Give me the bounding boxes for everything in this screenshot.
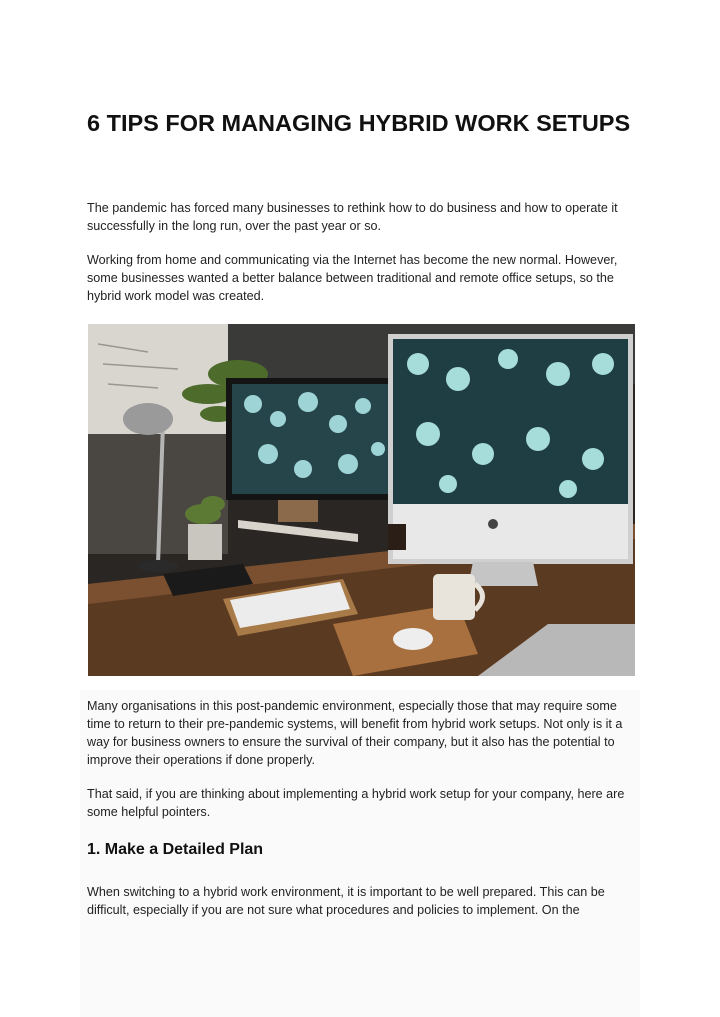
- intro-paragraph-1: The pandemic has forced many businesses to rethink how to do business and how to operate it successfully in the long run, over the past year or so.: [87, 201, 618, 233]
- section-1-paragraph: When switching to a hybrid work environment, it is important to be well prepared. This can be difficult, especially if you are not sure what procedures and policies to implement. On the: [87, 885, 605, 917]
- desk-setup-photo: [88, 324, 635, 676]
- body-paragraph-2: That said, if you are thinking about implementing a hybrid work setup for your company, here are some helpful pointers.: [87, 787, 625, 819]
- intro-paragraph-2: Working from home and communicating via the Internet has become the new normal. However, some businesses wanted a better balance between traditional and remote office setups, so the hybrid work model was created.: [87, 253, 618, 303]
- section-1-heading: 1. Make a Detailed Plan: [87, 841, 264, 858]
- article-title: 6 TIPS FOR MANAGING HYBRID WORK SETUPS: [87, 110, 631, 136]
- body-paragraph-1: Many organisations in this post-pandemic environment, especially those that may require some time to return to their pre-pandemic systems, will benefit from hybrid work setups. Not only is it a way for business owners to ensure the survival of their company, but it also has the potential to improve their operations if done properly.: [87, 699, 623, 767]
